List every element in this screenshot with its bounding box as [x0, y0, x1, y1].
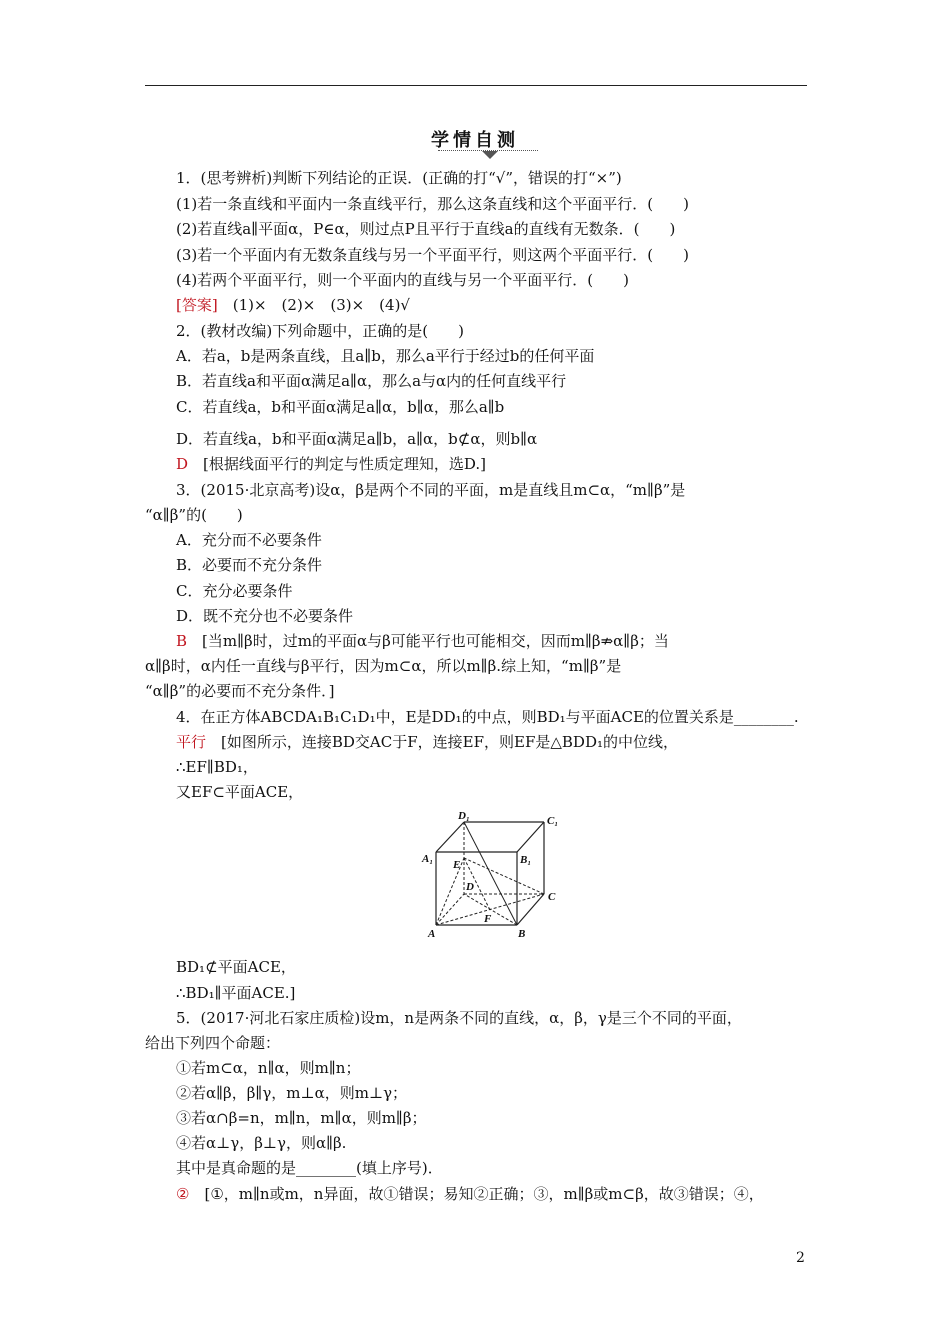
segment-ce: [464, 858, 544, 894]
q4-stem: 4．在正方体ABCDA₁B₁C₁D₁中，E是DD₁的中点，则BD₁与平面ACE的位置关系是________.: [176, 708, 799, 726]
q3-stem: 3．(2015·北京高考)设α，β是两个不同的平面，m是直线且m⊂α，“m∥β”是: [176, 481, 686, 499]
cube-figure: [420, 810, 570, 942]
q2-stem: 2．(教材改编)下列命题中，正确的是( ): [176, 322, 464, 340]
vertex-label-b: B: [518, 928, 526, 940]
vertex-label-a1: A₁: [422, 853, 434, 865]
vertex-label-c: C: [548, 891, 556, 903]
q3-answer-cont1: α∥β时，α内任一直线与β平行，因为m⊂α，所以m∥β.综上知，“m∥β”是: [145, 657, 622, 675]
q3-stem-cont: “α∥β”的( ): [145, 506, 243, 524]
q2-option-c: C．若直线a，b和平面α满足a∥α，b∥α，那么a∥b: [176, 398, 505, 416]
q5-prop1: ①若m⊂α，n∥α，则m∥n；: [176, 1059, 361, 1077]
section-title-marker-icon: [482, 151, 498, 159]
q1-item2: (2)若直线a∥平面α，P∈α，则过点P且平行于直线a的直线有无数条．( ): [176, 220, 676, 238]
vertex-label-d: D: [466, 881, 474, 893]
vertex-label-f: F: [484, 913, 492, 925]
q4-answer-step2: 又EF⊂平面ACE，: [176, 783, 304, 801]
cube-edge: [436, 822, 464, 852]
q4-answer: 平行 [如图所示，连接BD交AC于F，连接EF，则EF是△BDD₁的中位线，: [176, 733, 678, 751]
vertex-label-a: A: [428, 928, 436, 940]
cube-edge: [517, 894, 544, 925]
q5-prop2: ②若α∥β，β∥γ，m⊥α，则m⊥γ；: [176, 1084, 408, 1102]
vertex-label-d1: D₁: [458, 810, 470, 822]
page-number: 2: [796, 1250, 805, 1266]
q1-answer: [答案] (1)× (2)× (3)× (4)√: [176, 296, 410, 314]
q3-option-c: C．充分必要条件: [176, 582, 293, 600]
q4-answer-conclusion: ∴BD₁∥平面ACE.]: [176, 984, 296, 1002]
section-title: 学情自测: [431, 130, 519, 151]
q4-answer-step3: BD₁⊄平面ACE，: [176, 958, 296, 976]
q2-option-a: A．若a，b是两条直线，且a∥b，那么a平行于经过b的任何平面: [176, 347, 595, 365]
q5-prop3: ③若α∩β=n，m∥n，m∥α，则m∥β；: [176, 1109, 427, 1127]
q3-option-b: B．必要而不充分条件: [176, 556, 323, 574]
q5-answer: ② [①，m∥n或m，n异面，故①错误；易知②正确；③，m∥β或m⊂β，故③错误；④，: [176, 1185, 764, 1203]
q4-answer-step1: ∴EF∥BD₁，: [176, 758, 258, 776]
q5-stem-cont: 给出下列四个命题：: [145, 1034, 281, 1052]
q3-answer: B [当m∥β时，过m的平面α与β可能平行也可能相交，因而m∥β⇏α∥β；当: [176, 632, 669, 650]
q1-item4: (4)若两个平面平行，则一个平面内的直线与另一个平面平行．( ): [176, 271, 629, 289]
header-rule: [145, 85, 807, 86]
q5-prop4: ④若α⊥γ，β⊥γ，则α∥β.: [176, 1134, 347, 1152]
cube-hidden-edge: [436, 894, 464, 925]
q2-option-d: D．若直线a，b和平面α满足a∥b，a∥α，b⊄α，则b∥α: [176, 430, 538, 448]
q1-item3: (3)若一个平面内有无数条直线与另一个平面平行，则这两个平面平行．( ): [176, 246, 689, 264]
q1-item1: (1)若一条直线和平面内一条直线平行，那么这条直线和这个平面平行．( ): [176, 195, 689, 213]
q3-option-d: D．既不充分也不必要条件: [176, 607, 354, 625]
q2-option-b: B．若直线a和平面α满足a∥α，那么a与α内的任何直线平行: [176, 372, 567, 390]
q5-stem: 5．(2017·河北石家庄质检)设m，n是两条不同的直线，α，β，γ是三个不同的平面，: [176, 1009, 742, 1027]
cube-edge: [517, 822, 544, 852]
vertex-label-e: E: [453, 859, 461, 871]
q3-option-a: A．充分而不必要条件: [176, 531, 322, 549]
vertex-label-c1: C₁: [547, 815, 559, 827]
q2-answer: D [根据线面平行的判定与性质定理知，选D.]: [176, 455, 487, 473]
q3-answer-cont2: “α∥β”的必要而不充分条件．]: [145, 682, 335, 700]
q1-stem: 1．(思考辨析)判断下列结论的正误．(正确的打“√”，错误的打“×”): [176, 169, 622, 187]
vertex-label-b1: B₁: [520, 854, 532, 866]
q5-question: 其中是真命题的是________(填上序号)．: [176, 1159, 443, 1177]
